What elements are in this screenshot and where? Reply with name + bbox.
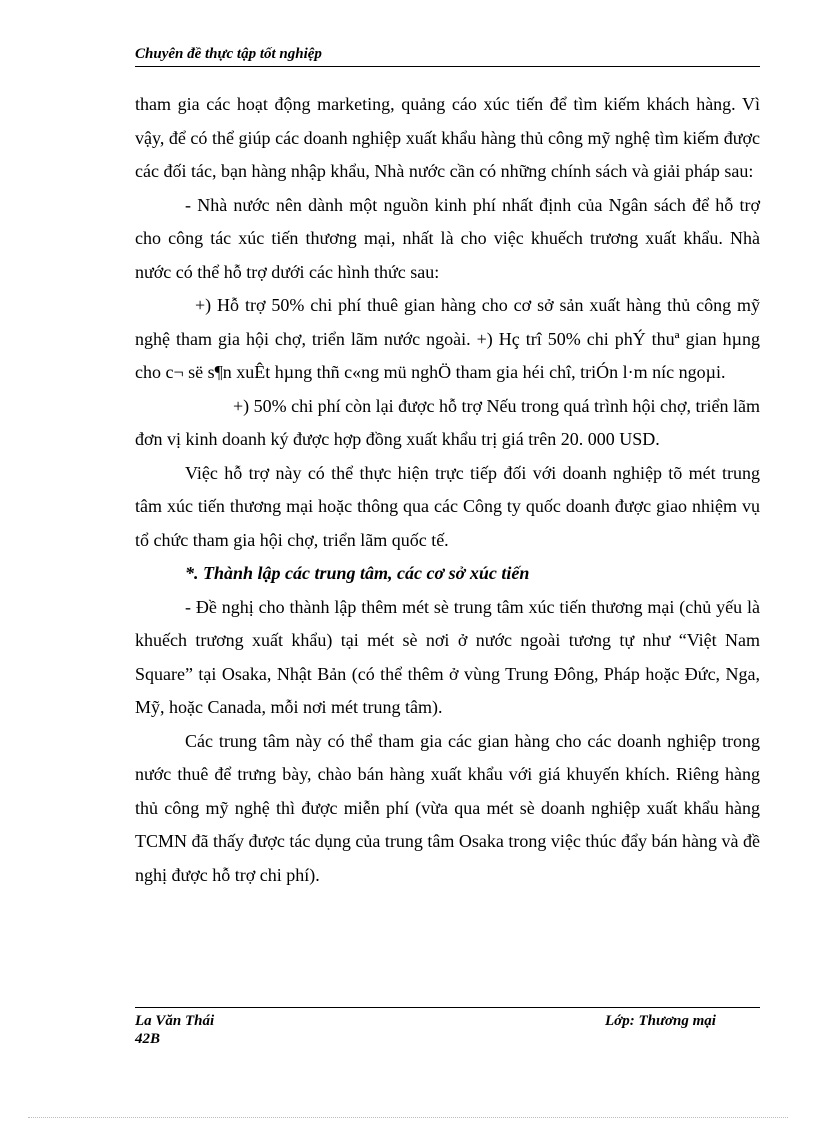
paragraph-7: Các trung tâm này có thể tham gia các gian hàng cho các doanh nghiệp trong nước thuê để trưng bày, chào bán hàng xuất khẩu với giá khuyến khích. Riêng hàng thủ công mỹ nghệ thì được miễn phí (vừa qua mét sè doanh nghiệp xuất khẩu hàng TCMN đã thấy được tác dụng của trung tâm Osaka trong việc thúc đẩy bán hàng và đề nghị được hỗ trợ chi phí). <box>135 730 760 885</box>
section-heading: *. Thành lập các trung tâm, các cơ sở xúc tiến <box>185 563 530 583</box>
page-edge-divider <box>28 1117 788 1118</box>
footer-author-block <box>135 1012 214 1048</box>
paragraph-1: tham gia các hoạt động marketing, quảng cáo xúc tiến để tìm kiếm khách hàng. Vì vậy, để có thể giúp các doanh nghiệp xuất khẩu hàng thủ công mỹ nghệ tìm kiếm được các đối tác, bạn hàng nhập khẩu, Nhà nước cần có những chính sách và giải pháp sau: <box>135 94 760 181</box>
footer-author: La Văn Thái <box>135 1013 215 1029</box>
paragraph-2: - Nhà nước nên dành một nguồn kinh phí nhất định của Ngân sách để hỗ trợ cho công tác xúc tiến thương mại, nhất là cho việc khuếch trương xuất khẩu. Nhà nước có thể hỗ trợ dưới các hình thức sau: <box>135 194 760 282</box>
paragraph-5: Việc hỗ trợ này có thể thực hiện trực tiếp đối với doanh nghiệp tõ mét trung tâm xúc tiến thương mại hoặc thông qua các Công ty quốc doanh được giao nhiệm vụ tổ chức tham gia hội chợ, triển lãm quốc tế. <box>135 462 760 550</box>
footer-class-code: 42B <box>135 1031 161 1047</box>
document-body <box>135 88 760 892</box>
footer-divider <box>135 1007 760 1008</box>
paragraph-6: - Đề nghị cho thành lập thêm mét sè trung tâm xúc tiến thương mại (chủ yếu là khuếch trương xuất khẩu) tại mét sè nơi ở nước ngoài tương tự như “Việt Nam Square” tại Osaka, Nhật Bản (có thể thêm ở vùng Trung Đông, Pháp hoặc Đức, Nga, Mỹ, hoặc Canada, mỗi nơi mét trung tâm). <box>135 596 760 717</box>
footer-class-label: Lớp: Thương mại <box>605 1013 716 1029</box>
page-header: Chuyên đề thực tập tốt nghiệp <box>135 46 760 67</box>
paragraph-4: +) 50% chi phí còn lại được hỗ trợ Nếu trong quá trình hội chợ, triển lãm đơn vị kinh doanh ký được hợp đồng xuất khẩu trị giá trên 20. 000 USD. <box>135 395 760 449</box>
paragraph-3: +) Hỗ trợ 50% chi phí thuê gian hàng cho cơ sở sản xuất hàng thủ công mỹ nghệ tham gia hội chợ, triển lãm nước ngoài. +) Hç trî 50% chi phÝ thuª gian hµng cho c¬ së s¶n xuÊt hµng thñ c«ng mü nghÖ tham gia héi chî, triÓn l·m níc ngoµi. <box>135 295 760 382</box>
